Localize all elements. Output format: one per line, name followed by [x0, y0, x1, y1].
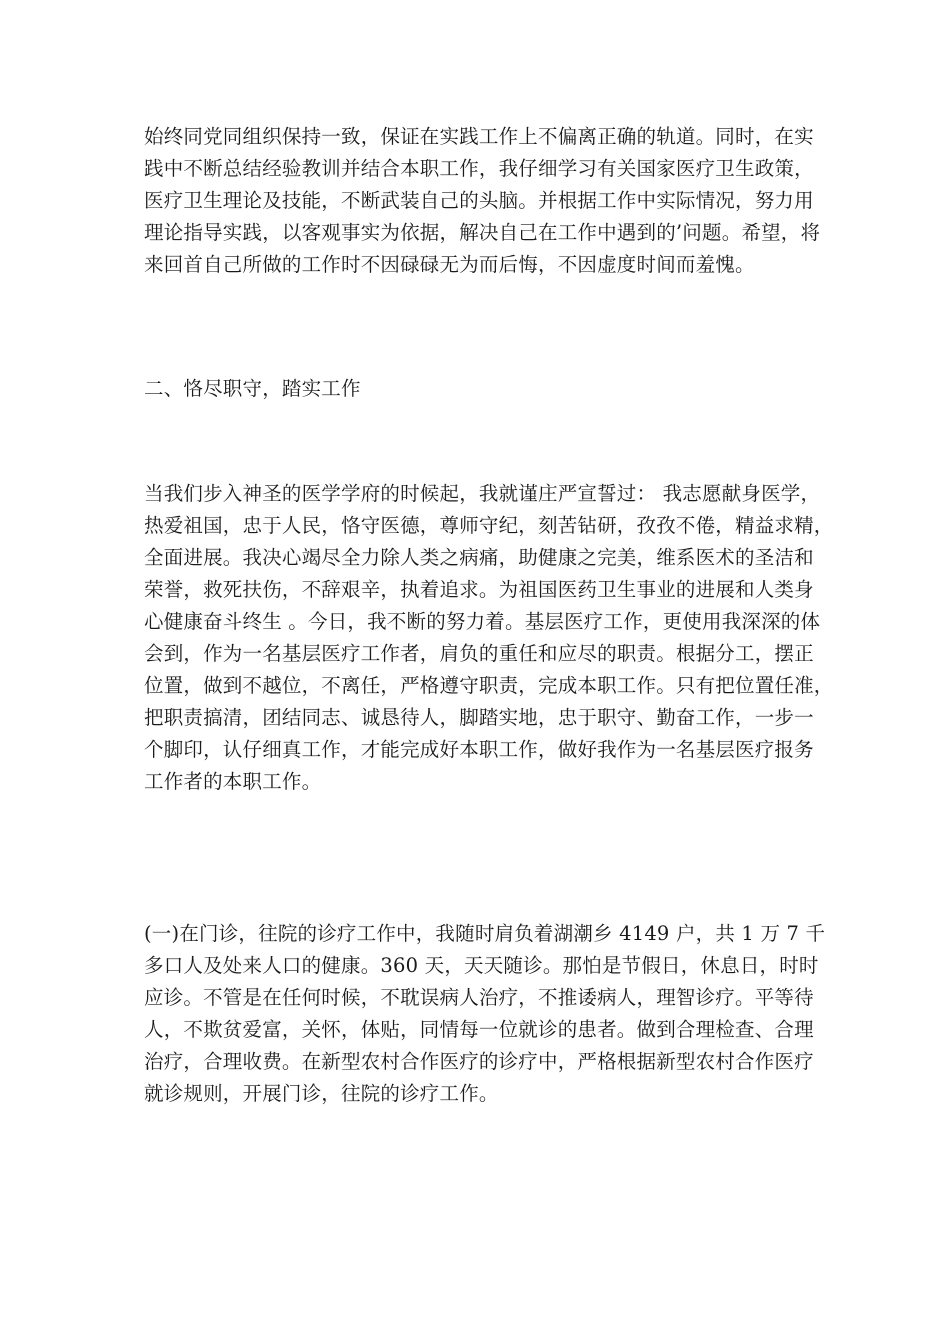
text-line: 始终同党同组织保持一致，保证在实践工作上不偏离正确的轨道。同时，在实 [144, 125, 814, 148]
text-line: 心健康奋斗终生 。今日，我不断的努力着。基层医疗工作，更使用我深深的体 [144, 610, 821, 633]
text-line: 治疗，合理收费。在新型农村合作医疗的诊疗中，严格根据新型农村合作医疗 [144, 1050, 814, 1073]
text-line: 荣誉，救死扶伤，不辞艰辛，执着追求。为祖国医药卫生事业的进展和人类身 [144, 578, 814, 601]
paragraph-outpatient [144, 918, 826, 1110]
text-line: 医疗卫生理论及技能，不断武装自己的头脑。并根据工作中实际情况，努力用 [144, 189, 814, 212]
section-heading [144, 373, 816, 405]
text-line: 当我们步入神圣的医学学府的时候起，我就谨庄严宣誓过： 我志愿献身医学， [144, 482, 821, 505]
text-line: 热爱祖国，忠于人民，恪守医德，尊师守纪，刻苦钻研，孜孜不倦，精益求精， [144, 514, 834, 537]
text-line: 全面进展。我决心竭尽全力除人类之病痛，助健康之完美，维系医术的圣洁和 [144, 546, 814, 569]
text-line: 会到，作为一名基层医疗工作者，肩负的重任和应尽的职责。根据分工，摆正 [144, 642, 814, 665]
text-line: 把职责搞清，团结同志、诚恳待人，脚踏实地，忠于职守、勤奋工作，一步一 [144, 706, 814, 729]
text-line: 人，不欺贫爱富，关怀，体贴，同情每一位就诊的患者。做到合理检查、合理 [144, 1018, 814, 1041]
text-line: 应诊。不管是在任何时候，不耽误病人治疗，不推诿病人，理智诊疗。平等待 [144, 986, 814, 1009]
paragraph-party-alignment [144, 121, 821, 281]
text-line: 践中不断总结经验教训并结合本职工作，我仔细学习有关国家医疗卫生政策， [144, 157, 814, 180]
text-line: (一)在门诊，往院的诊疗工作中，我随时肩负着湖潮乡 4149 户，共 1 万 7 千 [144, 922, 826, 945]
text-line: 工作者的本职工作。 [144, 770, 322, 793]
text-line: 多口人及处来人口的健康。360 天，天天随诊。那怕是节假日，休息日，时时 [144, 954, 819, 977]
paragraph-oath [144, 478, 834, 798]
text-line: 个脚印，认仔细真工作，才能完成好本职工作，做好我作为一名基层医疗报务 [144, 738, 814, 761]
text-line: 来回首自己所做的工作时不因碌碌无为而后悔，不因虚度时间而羞愧。 [144, 253, 755, 276]
heading-text: 二、恪尽职守，踏实工作 [144, 377, 361, 400]
text-line: 位置，做到不越位，不离任，严格遵守职责，完成本职工作。只有把位置任准， [144, 674, 834, 697]
text-line: 理论指导实践，以客观事实为依据，解决自己在工作中遇到的’问题。希望，将 [144, 221, 821, 244]
text-line: 就诊规则，开展门诊，往院的诊疗工作。 [144, 1082, 499, 1105]
